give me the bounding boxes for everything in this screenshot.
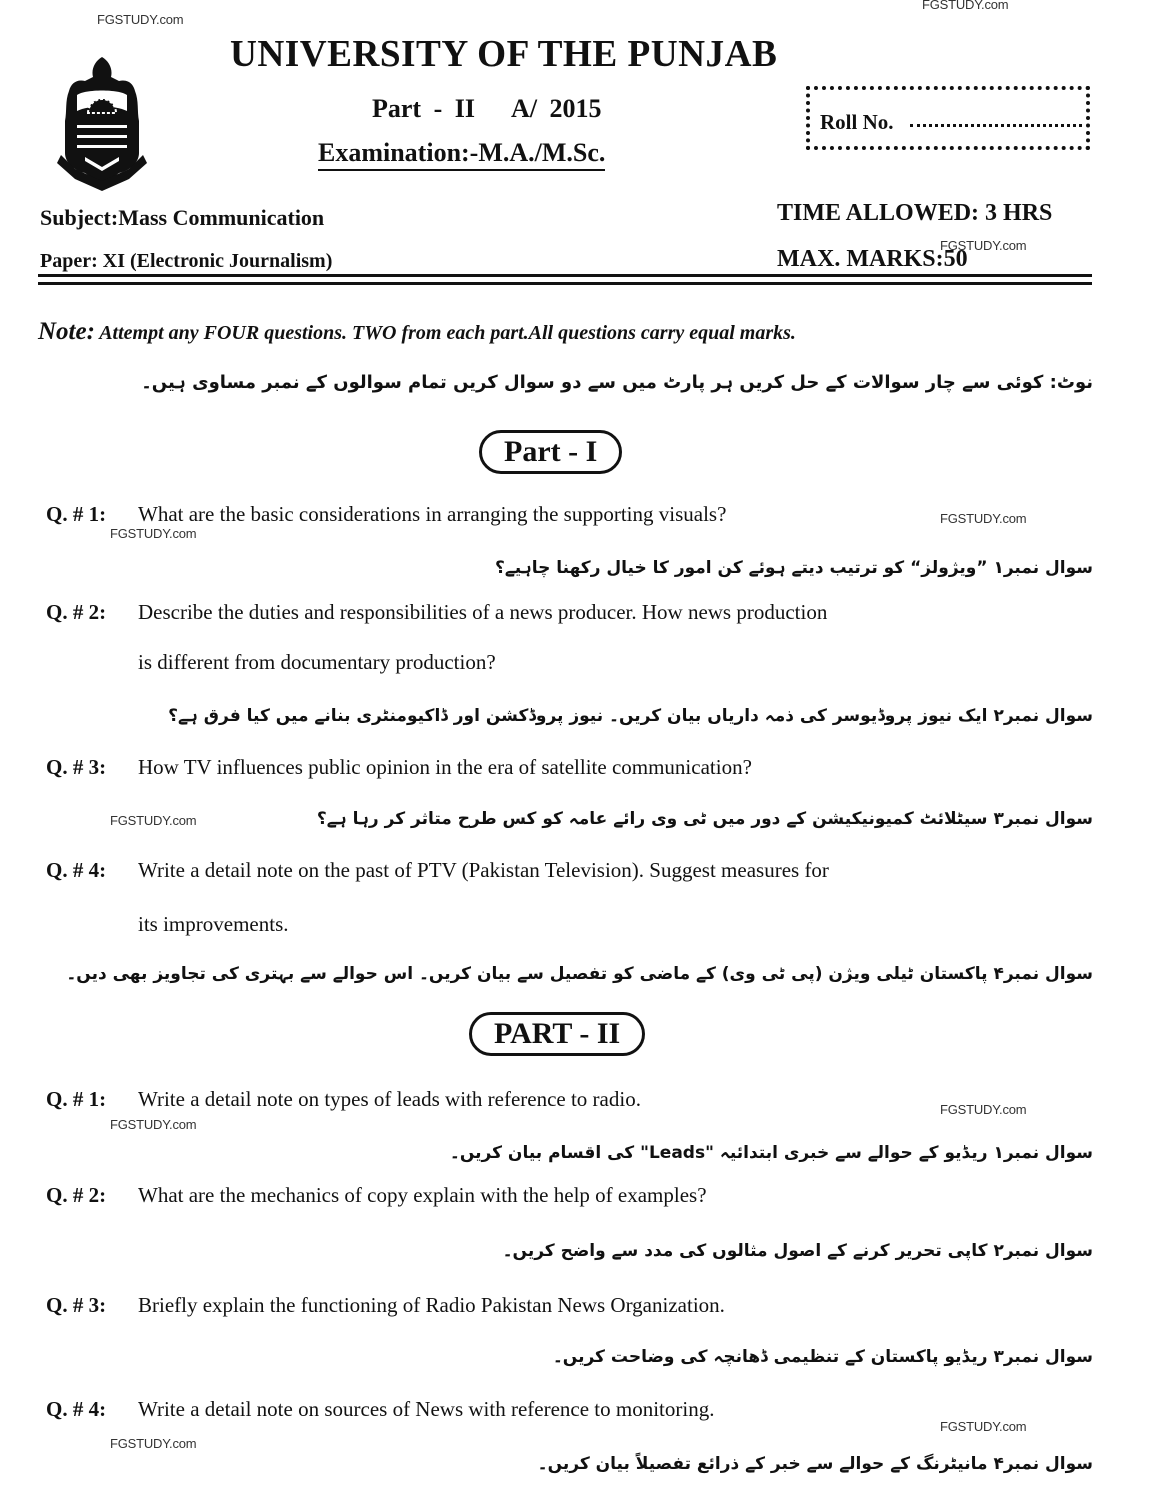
question-urdu: سوال نمبر۲ ایک نیوز پروڈیوسر کی ذمہ داریاں بیان کریں۔ نیوز پروڈکشن اور ڈاکیومنٹری بنانے میں کیا فرق ہے؟ [168,706,1093,726]
note-label: Note: [38,318,95,345]
question [46,1397,714,1422]
question [46,1183,707,1208]
question-urdu: سوال نمبر۴ مانیٹرنگ کے حوالے سے خبر کے ذرائع تفصیلاً بیان کریں۔ [537,1454,1093,1474]
part-2-heading: PART - II [469,1012,645,1056]
question-text: Write a detail note on sources of News with reference to monitoring. [138,1397,715,1421]
roll-number-box [806,86,1090,150]
header-divider [38,282,1092,285]
note-text: Attempt any FOUR questions. TWO from each part.All questions carry equal marks. [99,322,796,344]
question-number: Q. # 1: [46,502,107,526]
university-crest-icon [55,55,150,195]
note-urdu: نوٹ: کوئی سے چار سوالات کے حل کریں ہر پارٹ میں سے دو سوال کریں تمام سوالوں کے نمبر مساوی ہیں۔ [141,372,1093,393]
question-number: Q. # 3: [46,755,107,779]
time-allowed: TIME ALLOWED: 3 HRS [777,200,1053,226]
question [46,600,827,625]
question-text: Briefly explain the functioning of Radio Pakistan News Organization. [138,1293,725,1317]
question-urdu: سوال نمبر۱ ریڈیو کے حوالے سے خبری ابتدائیہ "Leads" کی اقسام بیان کریں۔ [449,1143,1093,1163]
question-text: Describe the duties and responsibilities of a news producer. How news production [138,600,828,624]
paper-label: Paper: XI (Electronic Journalism) [40,250,333,272]
watermark: FGSTUDY.com [940,1419,1027,1434]
question-number: Q. # 4: [46,1397,107,1421]
question-text: What are the mechanics of copy explain with the help of examples? [138,1183,707,1207]
question-text: Write a detail note on the past of PTV (Pakistan Television). Suggest measures for [138,858,829,882]
question [46,858,829,883]
max-marks: MAX. MARKS:50 [777,246,968,272]
question-urdu: سوال نمبر۴ پاکستان ٹیلی ویژن (پی ٹی وی) کے ماضی کو تفصیل سے بیان کریں۔ اس حوالے سے بہتری کی تجاویز بھی دیں۔ [66,964,1093,984]
question-text: How TV influences public opinion in the era of satellite communication? [138,755,752,779]
question-urdu: سوال نمبر۲ کاپی تحریر کرنے کے اصول مثالوں کی مدد سے واضح کریں۔ [502,1241,1093,1261]
university-title: UNIVERSITY OF THE PUNJAB [230,33,778,75]
question-number: Q. # 2: [46,600,107,624]
question-urdu: سوال نمبر۳ ریڈیو پاکستان کے تنظیمی ڈھانچہ کی وضاحت کریں۔ [552,1347,1093,1367]
question-urdu: سوال نمبر۱ ”ویژولز“ کو ترتیب دیتے ہوئے کن امور کا خیال رکھنا چاہیے؟ [494,558,1093,578]
question-number: Q. # 1: [46,1087,107,1111]
question-number: Q. # 4: [46,858,107,882]
watermark: FGSTUDY.com [940,238,1027,253]
part-year: Part - II A/ 2015 [372,94,602,123]
question-number: Q. # 2: [46,1183,107,1207]
question [46,755,752,780]
question-number: Q. # 3: [46,1293,107,1317]
question-urdu: سوال نمبر۳ سیٹلائٹ کمیونیکیشن کے دور میں ٹی وی رائے عامہ کو کس طرح متاثر کر رہا ہے؟ [316,809,1093,829]
question [46,1087,641,1112]
watermark: FGSTUDY.com [940,1102,1027,1117]
question-text: What are the basic considerations in arranging the supporting visuals? [138,502,727,526]
watermark: FGSTUDY.com [110,526,197,541]
watermark: FGSTUDY.com [940,511,1027,526]
watermark: FGSTUDY.com [97,12,184,27]
question [46,1293,725,1318]
instructions-note [38,318,796,346]
subject-label: Subject:Mass Communication [40,205,325,230]
header-divider [38,274,1092,277]
watermark: FGSTUDY.com [110,1117,197,1132]
question-text-continued: its improvements. [138,912,289,936]
examination-label: Examination:-M.A./M.Sc. [318,138,605,171]
question-text-continued: is different from documentary production? [138,650,496,674]
roll-number-label: Roll No. [820,110,894,134]
part-1-heading: Part - I [479,430,622,474]
watermark: FGSTUDY.com [922,0,1009,12]
question [46,502,726,527]
watermark: FGSTUDY.com [110,813,197,828]
roll-number-field[interactable] [910,124,1082,127]
watermark: FGSTUDY.com [110,1436,197,1451]
question-text: Write a detail note on types of leads with reference to radio. [138,1087,641,1111]
